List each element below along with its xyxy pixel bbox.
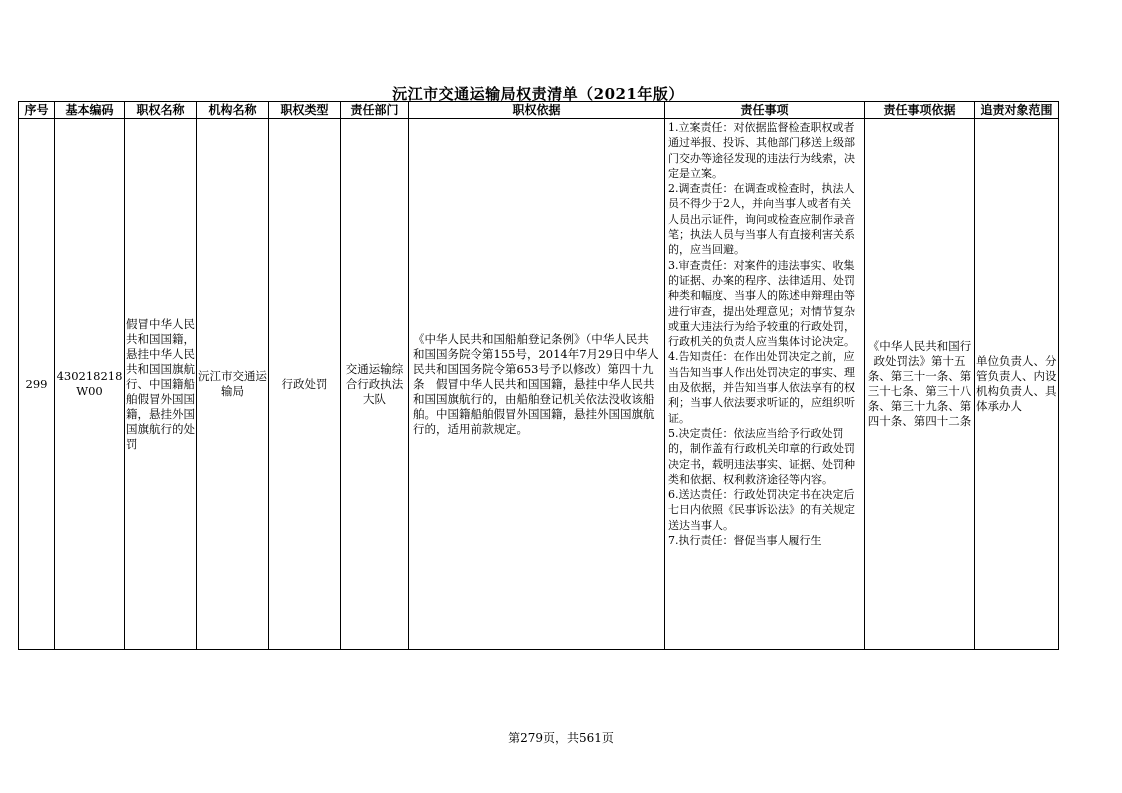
page-number: 第279页，共561页 [508, 731, 614, 745]
header-accountability: 追责对象范围 [975, 102, 1059, 119]
cell-dept: 交通运输综合行政执法大队 [341, 119, 409, 650]
cell-seq: 299 [19, 119, 55, 650]
cell-accountability: 单位负责人、分管负责人、内设机构负责人、具体承办人 [975, 119, 1059, 650]
header-code: 基本编码 [55, 102, 125, 119]
duty-item: 1.立案责任：对依据监督检查职权或者通过举报、投诉、其他部门移送上级部门交办等途径发现的违法行为线索，决定是立案。 [668, 121, 855, 180]
page-title: 沅江市交通运输局权责清单（2021年版） [392, 85, 684, 103]
responsibility-table [18, 101, 1059, 650]
table-row [19, 119, 1059, 650]
header-basis: 职权依据 [409, 102, 665, 119]
duty-item: 3.审查责任：对案件的违法事实、收集的证据、办案的程序、法律适用、处罚种类和幅度、当事人的陈述申辩理由等进行审查，提出处理意见；对情节复杂或重大违法行为给予较重的行政处罚，行政机关的负责人应当集体讨论决定。 [668, 258, 855, 349]
header-seq: 序号 [19, 102, 55, 119]
header-duty-basis: 责任事项依据 [865, 102, 975, 119]
cell-power-type: 行政处罚 [269, 119, 341, 650]
duty-item: 5.决定责任：依法应当给予行政处罚的，制作盖有行政机关印章的行政处罚决定书，载明违法事实、证据、处罚种类和依据、权利救济途径等内容。 [668, 426, 855, 486]
header-power-name: 职权名称 [125, 102, 197, 119]
cell-code: 430218218W00 [55, 119, 125, 650]
header-power-type: 职权类型 [269, 102, 341, 119]
cell-org-name: 沅江市交通运输局 [197, 119, 269, 650]
duty-item: 6.送达责任：行政处罚决定书在决定后七日内依照《民事诉讼法》的有关规定送达当事人。 [668, 488, 855, 532]
duty-item: 7.执行责任：督促当事人履行生 [668, 534, 822, 548]
header-dept: 责任部门 [341, 102, 409, 119]
cell-duties [665, 119, 865, 650]
duty-item: 2.调查责任：在调查或检查时，执法人员不得少于2人，并向当事人或者有关人员出示证件，询问或检查应制作录音笔；执法人员与当事人有直接利害关系的，应当回避。 [668, 182, 855, 257]
header-duties: 责任事项 [665, 102, 865, 119]
cell-power-name: 假冒中华人民共和国国籍，悬挂中华人民共和国国旗航行、中国籍船舶假冒外国国籍，悬挂外国国旗航行的处罚 [125, 119, 197, 650]
cell-basis: 《中华人民共和国船舶登记条例》（中华人民共和国国务院令第155号，2014年7月29日中华人民共和国国务院令第653号予以修改）第四十九条 假冒中华人民共和国国籍，悬挂中华人民共和国国旗航行的，由船舶登记机关依法没收该船舶。中国籍船舶假冒外国国籍，悬挂外国国旗航行的，适用前款规定。 [409, 119, 665, 650]
duty-item: 4.告知责任：在作出处罚决定之前，应当告知当事人作出处罚决定的事实、理由及依据，并告知当事人依法享有的权利；当事人依法要求听证的，应组织听证。 [668, 350, 855, 425]
cell-duty-basis: 《中华人民共和国行政处罚法》第十五条、第三十一条、第三十七条、第三十八条、第三十九条、第四十条、第四十二条 [865, 119, 975, 650]
header-org-name: 机构名称 [197, 102, 269, 119]
header-row [19, 102, 1059, 119]
